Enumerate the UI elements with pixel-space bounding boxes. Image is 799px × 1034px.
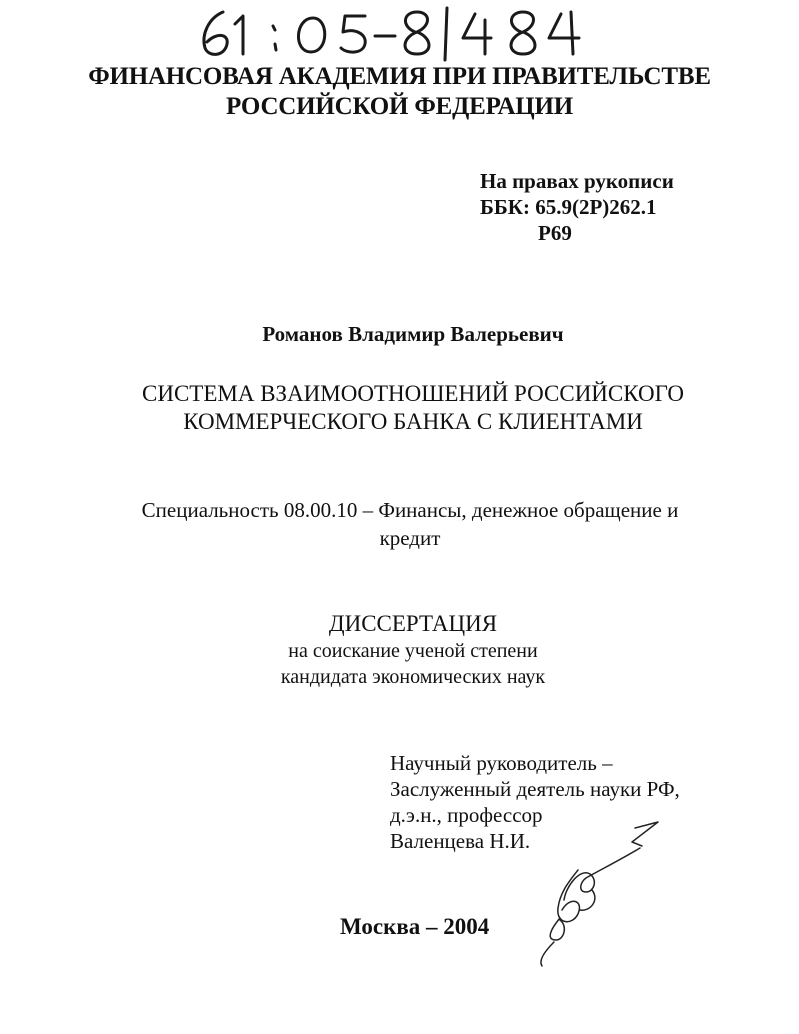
dissertation-label: ДИССЕРТАЦИЯ xyxy=(328,611,498,636)
specialty-line-2: кредит xyxy=(379,526,441,550)
manuscript-rights-block xyxy=(480,168,780,246)
supervisor-name: Валенцева Н.И. xyxy=(390,829,531,853)
specialty-line-1: Специальность 08.00.10 – Финансы, денежное обращение и xyxy=(141,498,679,522)
title-line-1: СИСТЕМА ВЗАИМООТНОШЕНИЙ РОССИЙСКОГО xyxy=(142,381,684,406)
author-name: Романов Владимир Валерьевич xyxy=(262,322,564,346)
thesis-title xyxy=(0,380,799,436)
title-line-2: КОММЕРЧЕСКОГО БАНКА С КЛИЕНТАМИ xyxy=(183,409,643,434)
degree-name: кандидата экономических наук xyxy=(280,666,546,688)
institution-header xyxy=(0,62,799,122)
signature-icon xyxy=(520,800,670,970)
bbk-code: ББК: 65.9(2Р)262.1 xyxy=(480,195,657,219)
author-sign: Р69 xyxy=(538,221,572,245)
handwritten-archive-number xyxy=(195,4,615,64)
dissertation-block xyxy=(0,610,799,690)
supervisor-degree: д.э.н., профессор xyxy=(390,803,543,827)
header-line-1: ФИНАНСОВАЯ АКАДЕМИЯ ПРИ ПРАВИТЕЛЬСТВЕ xyxy=(88,63,711,90)
degree-purpose: на соискание ученой степени xyxy=(288,640,538,662)
manuscript-rights: На правах рукописи xyxy=(480,169,674,193)
city-year: Москва – 2004 xyxy=(340,914,490,939)
supervisor-title: Заслуженный деятель науки РФ, xyxy=(390,777,680,801)
header-line-2: РОССИЙСКОЙ ФЕДЕРАЦИИ xyxy=(225,93,574,120)
specialty xyxy=(100,496,720,552)
supervisor-label: Научный руководитель – xyxy=(390,751,613,775)
